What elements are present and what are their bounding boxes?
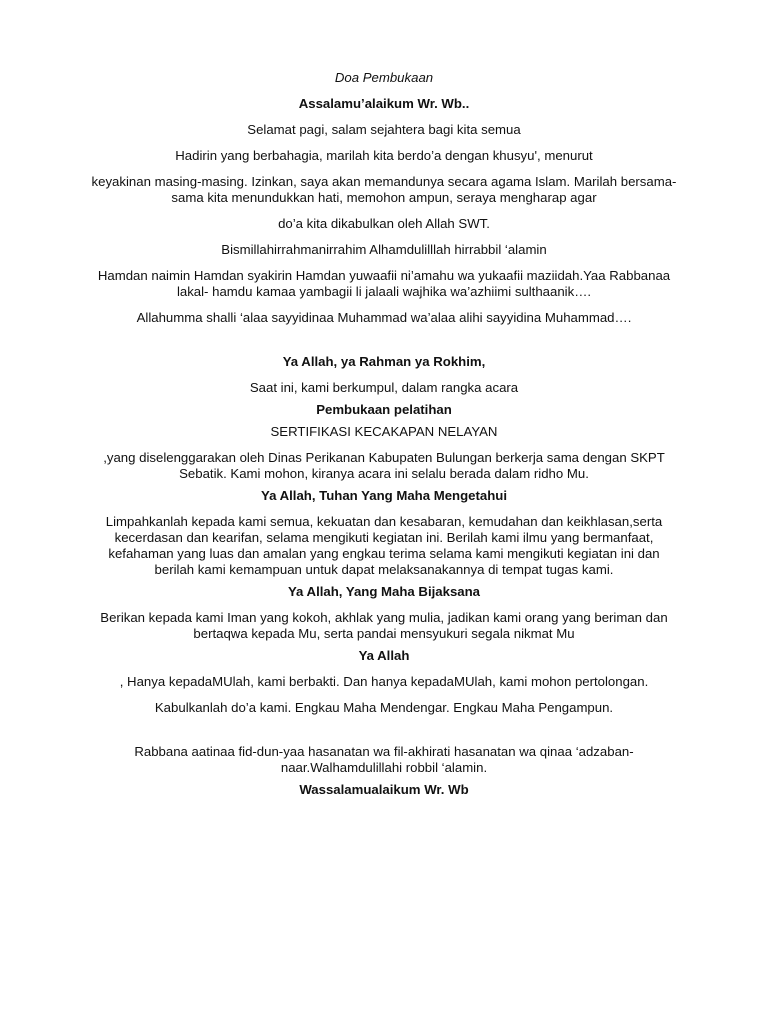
- section-heading: Ya Allah: [358, 648, 410, 663]
- paragraph: Hamdan naimin Hamdan syakirin Hamdan yuwaafii ni’amahu wa yukaafii maziidah.Yaa Rabbanaa lakal- hamdu kamaa yambagii li jalaali wajhika wa’azhiimi sulthaanik….: [97, 268, 671, 299]
- section-heading: Pembukaan pelatihan: [316, 402, 452, 417]
- paragraph: Limpahkanlah kepada kami semua, kekuatan dan kesabaran, kemudahan dan keikhlasan,serta kecerdasan dan kearifan, selama mengikuti kegiatan ini. Berilah kami ilmu yang bermanfaat, kefahaman yang luas dan amalan yang engkau terima selama kami mengikuti kegiatan ini dan berilah kami kemampuan untuk dapat melaksanakannya di tempat tugas kami.: [105, 514, 663, 577]
- paragraph: Selamat pagi, salam sejahtera bagi kita semua: [247, 122, 521, 137]
- closing-greeting: Wassalamualaikum Wr. Wb: [299, 782, 469, 797]
- section-heading: Ya Allah, Yang Maha Bijaksana: [287, 584, 481, 599]
- paragraph: Rabbana aatinaa fid-dun-yaa hasanatan wa fil-akhirati hasanatan wa qinaa ‘adzaban-naar.Walhamdulillahi robbil ‘alamin.: [134, 744, 634, 775]
- section-heading: Ya Allah, Tuhan Yang Maha Mengetahui: [261, 488, 507, 503]
- paragraph: keyakinan masing-masing. Izinkan, saya akan memandunya secara agama Islam. Marilah bersama-sama kita menundukkan hati, memohon ampun, seraya mengharap agar: [91, 174, 677, 205]
- document-page: [88, 70, 680, 798]
- paragraph: Hadirin yang berbahagia, marilah kita berdo’a dengan khusyu', menurut: [175, 148, 593, 163]
- paragraph: ,yang diselenggarakan oleh Dinas Perikanan Kabupaten Bulungan berkerja sama dengan SKPT Sebatik. Kami mohon, kiranya acara ini selalu berada dalam ridho Mu.: [103, 450, 665, 481]
- paragraph: Allahumma shalli ‘alaa sayyidinaa Muhammad wa’alaa alihi sayyidina Muhammad….: [136, 310, 632, 325]
- section-heading: Ya Allah, ya Rahman ya Rokhim,: [282, 354, 486, 369]
- paragraph: do’a kita dikabulkan oleh Allah SWT.: [278, 216, 490, 231]
- paragraph: Kabulkanlah do’a kami. Engkau Maha Mendengar. Engkau Maha Pengampun.: [154, 700, 614, 715]
- opening-greeting: Assalamu’alaikum Wr. Wb..: [298, 96, 470, 111]
- paragraph: , Hanya kepadaMUlah, kami berbakti. Dan hanya kepadaMUlah, kami mohon pertolongan.: [119, 674, 649, 689]
- document-title: Doa Pembukaan: [334, 70, 434, 85]
- paragraph: Saat ini, kami berkumpul, dalam rangka acara: [249, 380, 519, 395]
- paragraph: SERTIFIKASI KECAKAPAN NELAYAN: [270, 424, 498, 439]
- paragraph: Bismillahirrahmanirrahim Alhamdulilllah hirrabbil ‘alamin: [221, 242, 547, 257]
- paragraph: Berikan kepada kami Iman yang kokoh, akhlak yang mulia, jadikan kami orang yang beriman dan bertaqwa kepada Mu, serta pandai mensyukuri segala nikmat Mu: [100, 610, 668, 641]
